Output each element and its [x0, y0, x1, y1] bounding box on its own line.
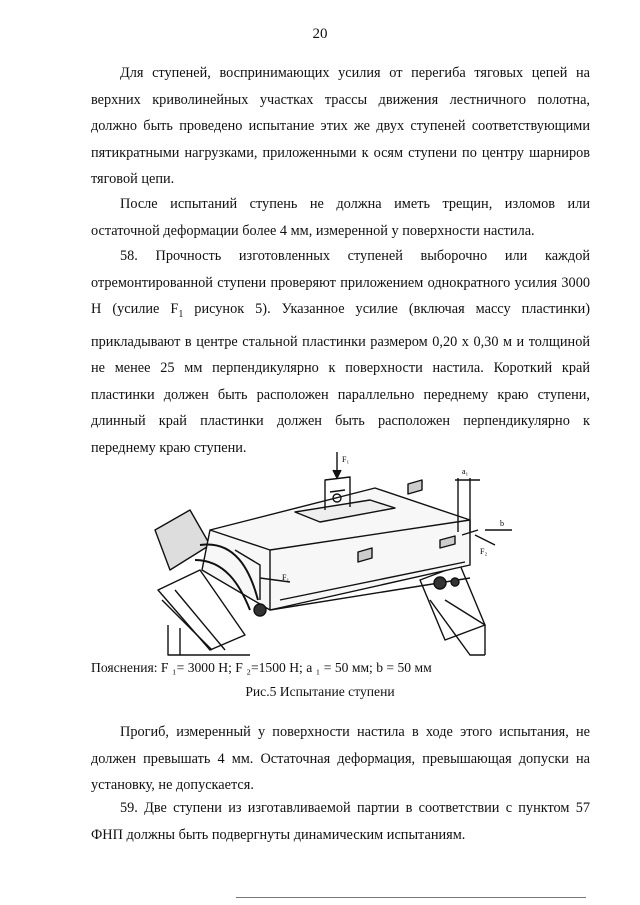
bottom-rule — [236, 897, 586, 898]
paragraph-1: Для ступеней, воспринимающих усилия от перегиба тяговых цепей на верхних криволинейных участках трассы движения лестничного полотна, должно быть проведено испытание этих же двух ступеней соответствующими пятикратными нагрузками, приложенными к осям ступени по центру шарниров тяговой цепи. — [91, 65, 590, 188]
page-number: 20 — [312, 26, 328, 42]
label-f1-side: F₁ — [282, 573, 290, 582]
figure-caption: Рис.5 Испытание ступени — [245, 684, 395, 699]
figure-legend: Пояснения: F ₁= 3000 Н; F ₂=1500 Н; a ₁ = 50 мм; b = 50 мм — [91, 660, 432, 675]
label-a1: a₁ — [462, 467, 469, 476]
label-b: b — [500, 519, 504, 528]
label-f1-top: F₁ — [342, 455, 350, 464]
label-f2: F₂ — [480, 547, 488, 556]
paragraph-deflection: Прогиб, измеренный у поверхности настила в ходе этого испытания, не должен превышать 4 мм. Остаточная деформация, превышающая допуски на установку, не допускается. — [91, 724, 590, 794]
step-test-figure — [140, 450, 520, 660]
paragraph-2: После испытаний ступень не должна иметь трещин, изломов или остаточной деформации более 4 мм, измеренной у поверхности настила. — [91, 196, 590, 239]
paragraph-59: 59. Две ступени из изготавливаемой партии в соответствии с пунктом 57 ФНП должны быть подвергнуты динамическим испытаниям. — [91, 800, 590, 843]
paragraph-58: 58. Прочность изготовленных ступеней выборочно или каждой отремонтированной ступени проверяют приложением однократного усилия 3000 Н (усилие $F_1$ рисунок 5). Указанное усилие (включая массу пластинки) прикладывают в центре стальной пластинки размером 0,20 x 0,30 м и толщиной не менее 25 мм перпендикулярно к поверхности настила. Короткий край пластинки должен быть расположен параллельно переднему краю ступени, длинный край пластинки должен быть расположен перпендикулярно к переднему краю ступени. — [91, 248, 590, 457]
